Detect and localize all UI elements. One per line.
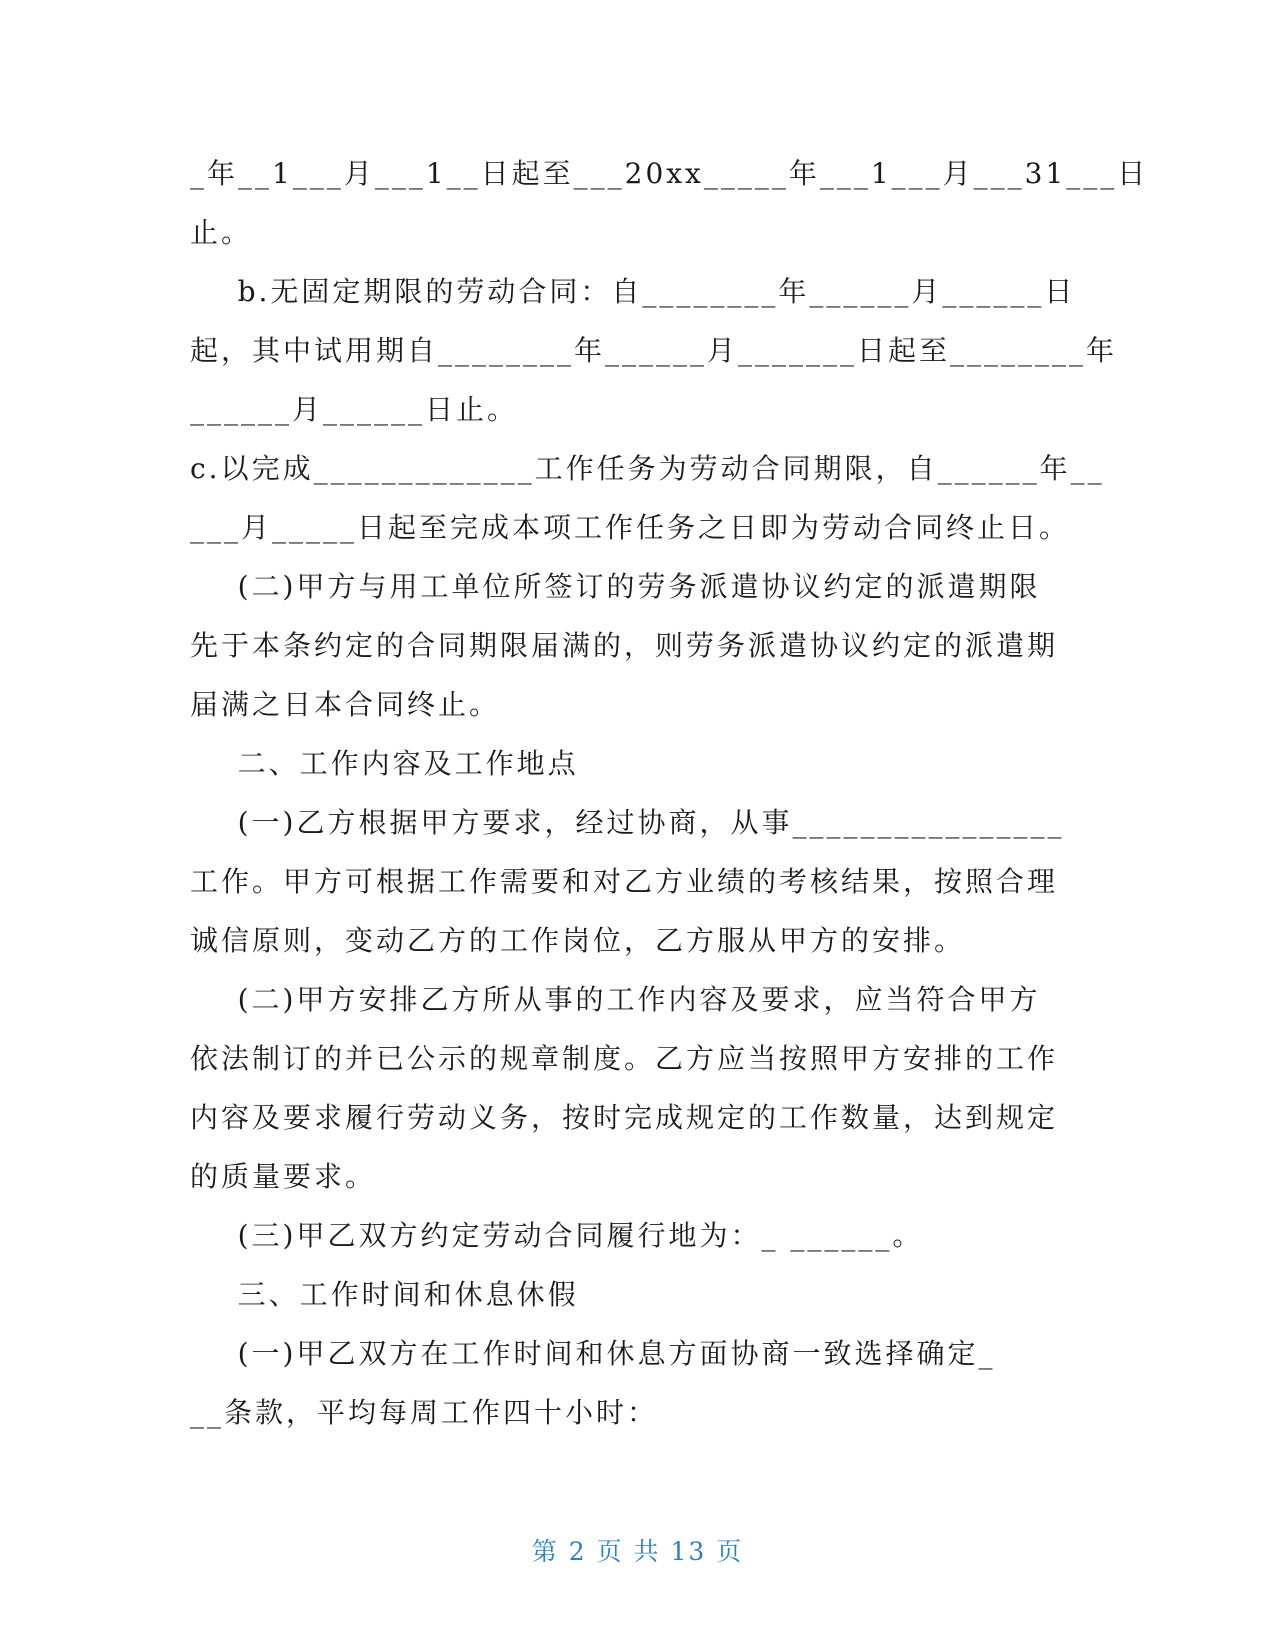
- section-heading: 三、工作时间和休息休假: [190, 1278, 579, 1311]
- text-line: 先于本条约定的合同期限届满的，则劳务派遣协议约定的派遣期: [190, 629, 1059, 662]
- text-line: 起，其中试用期自________年______月_______日起至________年: [190, 334, 1118, 367]
- text-line: b.无固定期限的劳动合同：自________年______月______日: [190, 275, 1076, 308]
- text-line: 工作。甲方可根据工作需要和对乙方业绩的考核结果，按照合理: [190, 865, 1059, 898]
- text-line: (三)甲乙双方约定劳动合同履行地为：_ ______。: [190, 1219, 924, 1252]
- text-line: __条款，平均每周工作四十小时：: [190, 1396, 659, 1429]
- text-line: (二)甲方安排乙方所从事的工作内容及要求，应当符合甲方: [190, 983, 1041, 1016]
- text-line: 的质量要求。: [190, 1160, 377, 1193]
- text-line: 依法制订的并已公示的规章制度。乙方应当按照甲方安排的工作: [190, 1042, 1059, 1075]
- text-line: (二)甲方与用工单位所签订的劳务派遣协议约定的派遣期限: [190, 570, 1041, 603]
- section-heading: 二、工作内容及工作地点: [190, 747, 579, 780]
- page-number-footer: 第 2 页 共 13 页: [531, 1537, 744, 1566]
- text-line: 届满之日本合同终止。: [190, 688, 501, 721]
- text-line: _年__1___月___1__日起至___20xx_____年___1___月___31___日: [190, 157, 1149, 190]
- text-line: (一)乙方根据甲方要求，经过协商，从事________________: [190, 806, 1065, 839]
- text-line: (一)甲乙双方在工作时间和休息方面协商一致选择确定_: [190, 1337, 996, 1370]
- text-line: ___月_____日起至完成本项工作任务之日即为劳动合同终止日。: [190, 511, 1071, 544]
- document-body: [190, 144, 1149, 1442]
- text-line: c.以完成_____________工作任务为劳动合同期限，自______年__: [190, 452, 1105, 485]
- text-line: ______月______日止。: [190, 393, 519, 426]
- text-line: 诚信原则，变动乙方的工作岗位，乙方服从甲方的安排。: [190, 924, 966, 957]
- text-line: 内容及要求履行劳动义务，按时完成规定的工作数量，达到规定: [190, 1101, 1059, 1134]
- text-line: 止。: [190, 216, 253, 249]
